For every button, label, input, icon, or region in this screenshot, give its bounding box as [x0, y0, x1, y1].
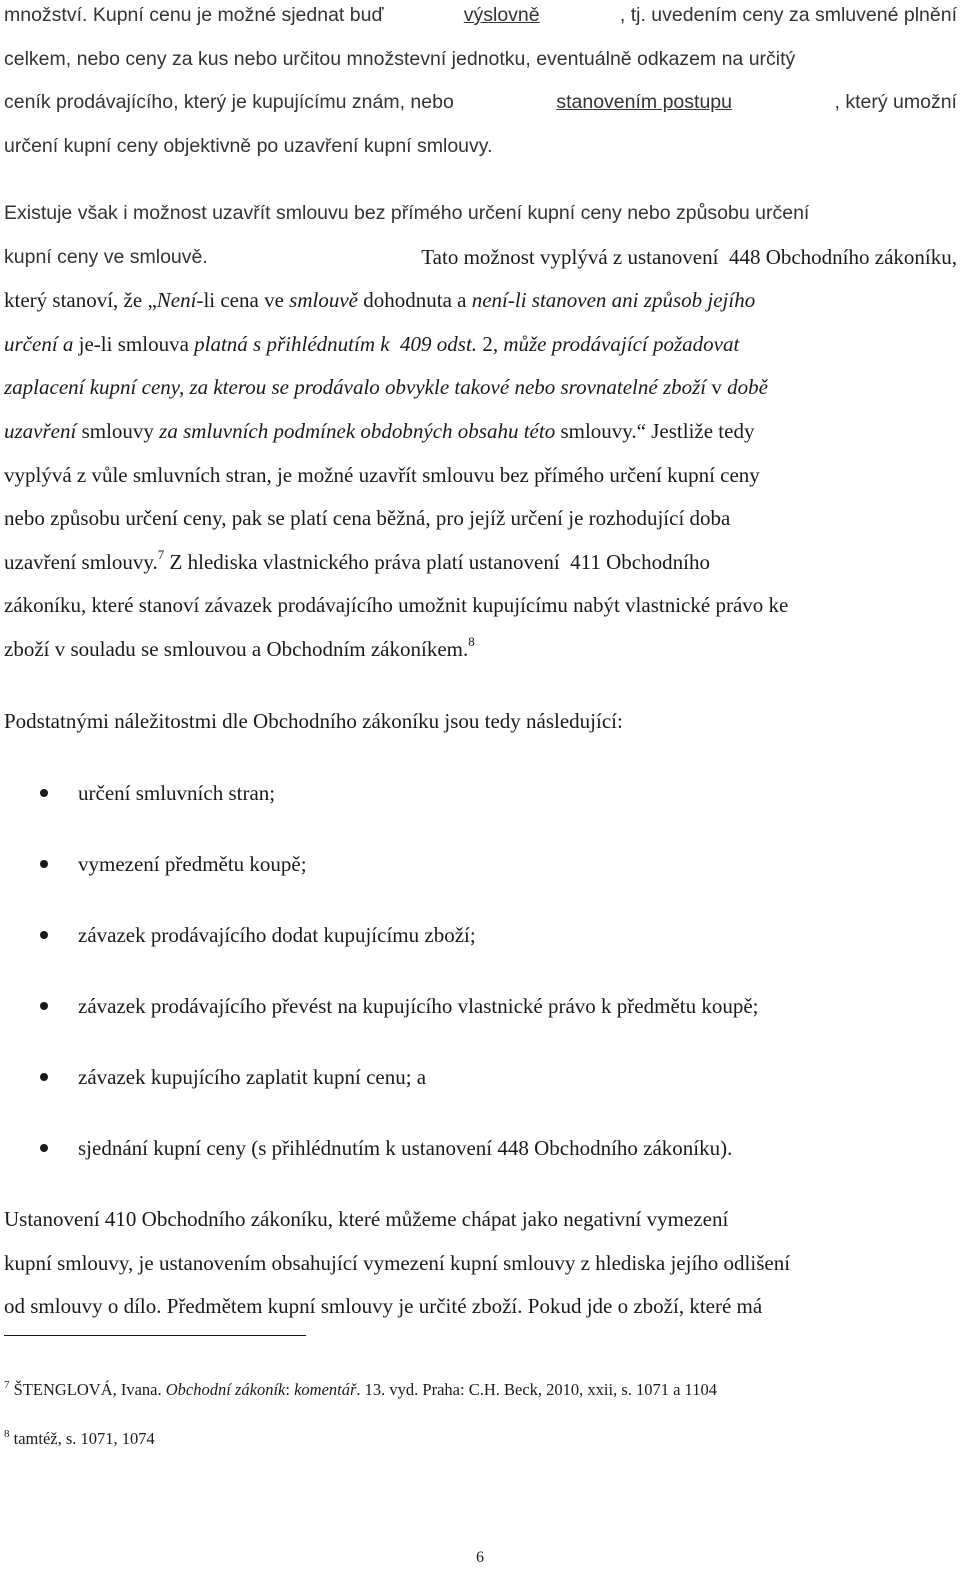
text-line: od smlouvy o dílo. Předmětem kupní smlouvy je určité zboží. Pokud jde o zboží, které má [4, 1294, 763, 1319]
bullet-icon [40, 1144, 48, 1152]
bullet-icon [40, 789, 48, 797]
footnote-ref-8: 8 [468, 633, 475, 649]
paragraph-purchase-price [4, 0, 957, 168]
text-line: kupní ceny ve smlouvě. Tato možnost vyplývá z ustanovení 448 Obchodního zákoníku, [4, 244, 957, 269]
text-line: zboží v souladu se smlouvou a Obchodním zákoníkem.$^8$ [4, 633, 475, 661]
underlined-term: výslovně [463, 4, 540, 26]
document-page: množství. Kupní cenu je možné sjednat buď výslovně , tj. uvedením ceny za smluvené plnění celkem, nebo ceny za kus nebo určitou množstevní jednotku, eventuálně odkazem na určitý ceník prodávajícího, který je kupujícímu znám, nebo stanovením postupu , který umožní určení kupní ceny objektivně po uzavření kupní smlouvy. Existuje však i možnost uzavřít smlouvu bez přímého určení kupní ceny nebo způsobu určení kupní ceny ve smlouvě. Tato možnost vyplývá z ustanovení 448 Obchodního zákoníku, který stanoví, že „Není-li cena ve smlouvě dohodnuta a není-li stanoven ani způsob jejího určení a je-li smlouva platná s přihlédnutím k 409 odst. 2, může prodávající požadovat zaplacení kupní ceny, za kterou se prodávalo obvykle takové nebo srovnatelné zboží v době uzavření smlouvy za smluvních podmínek obdobných obsahu této smlouvy.“ Jestliže tedy vyplývá z vůle smluvních stran, je možné uzavřít smlouvu bez přímého určení kupní ceny nebo způsobu určení ceny, pak se platí cena běžná, pro jejíž určení je rozhodující doba uzavření smlouvy.$^7$ Z hlediska vlastnického práva platí ustanovení 411 Obchodního zákoníku, které stanoví závazek prodávajícího umožnit kupujícímu nabýt vlastnické právo ke zboží v souladu se smlouvou a Obchodním zákoníkem.$^8$ Podstatnými náležitostmi dle Obchodního zákoníku jsou tedy následující: určení smluvních stran; vymezení předmětu koupě; závazek prodávajícího dodat kupujícímu zboží; závazek prodávajícího převést na kupujícího vlastnické právo k předmětu koupě; závazek kupujícího zaplatit kupní cenu; a sjednání kupní ceny (s přihlédnutím k ustanovení 448 Obchodního zákoníku). Ustanovení 410 Obchodního zákoníku, které můžeme chápat jako negativní vymezení kupní smlouvy, je ustanovením obsahující vymezení kupní smlouvy z hlediska jejího odlišení od smlouvy o dílo. Předmětem kupní smlouvy je určité zboží. Pokud jde o zboží, které má $^7$ ŠTENGLOVÁ, Ivana. Obchodní zákoník: komentář. 13. vyd. Praha: C.H. Beck, 2010, xxii, s. 1071 a 1104 $^8$ tamtéž, s. 1071, 1074 6 [0, 0, 960, 1570]
text-line: který stanoví, že „Není-li cena ve smlouvě dohodnuta a není-li stanoven ani způsob jejího [4, 288, 756, 313]
text-line: množství. Kupní cenu je možné sjednat buď výslovně , tj. uvedením ceny za smluvené plnění [4, 0, 957, 38]
text-line: zákoníku, které stanoví závazek prodávajícího umožnit kupujícímu nabýt vlastnické právo ke [4, 593, 789, 618]
underlined-term: stanovením postupu [556, 91, 732, 113]
footnote-divider [4, 1335, 306, 1336]
text-line: určení a je-li smlouva platná s přihlédnutím k 409 odst. 2, může prodávající požadovat [4, 331, 740, 356]
text-line: kupní smlouvy, je ustanovením obsahující vymezení kupní smlouvy z hlediska jejího odlišení [4, 1250, 791, 1275]
text-line: Existuje však i možnost uzavřít smlouvu bez přímého určení kupní ceny nebo způsobu určení [4, 202, 810, 224]
text-line: zaplacení kupní ceny, za kterou se prodávalo obvykle takové nebo srovnatelné zboží v době [4, 375, 768, 400]
text-line: vyplývá z vůle smluvních stran, je možné uzavřít smlouvu bez přímého určení kupní ceny [4, 462, 760, 487]
text-line: určení kupní ceny objektivně po uzavření kupní smlouvy. [4, 134, 493, 157]
bullet-icon [40, 1073, 48, 1081]
text-line: uzavření smlouvy.$^7$ Z hlediska vlastnického práva platí ustanovení 411 Obchodního [4, 546, 710, 574]
text-line: Ustanovení 410 Obchodního zákoníku, které můžeme chápat jako negativní vymezení [4, 1207, 729, 1231]
paragraph-provision-410 [4, 1198, 957, 1329]
footnote-7: $^7$ ŠTENGLOVÁ, Ivana. Obchodní zákoník: komentář. 13. vyd. Praha: C.H. Beck, 2010, xxii, s. 1071 a 1104 [4, 1379, 717, 1399]
bullet-icon [40, 1002, 48, 1010]
text-line: nebo způsobu určení ceny, pak se platí cena běžná, pro jejíž určení je rozhodující doba [4, 506, 731, 531]
text-line: uzavření smlouvy za smluvních podmínek obdobných obsahu této smlouvy.“ Jestliže tedy [4, 418, 755, 443]
paragraph-price-determination [4, 192, 957, 672]
page-number: 6 [476, 1549, 484, 1566]
list-intro: Podstatnými náležitostmi dle Obchodního zákoníku jsou tedy následující: [4, 709, 623, 733]
footnote-8: $^8$ tamtéž, s. 1071, 1074 [4, 1428, 155, 1448]
bullet-icon [40, 931, 48, 939]
text-line: ceník prodávajícího, který je kupujícímu znám, nebo stanovením postupu , který umožní [4, 81, 957, 125]
text-line: celkem, nebo ceny za kus nebo určitou množstevní jednotku, eventuálně odkazem na určitý [4, 47, 796, 70]
footnote-ref-7: 7 [157, 546, 165, 562]
bullet-icon [40, 860, 48, 868]
